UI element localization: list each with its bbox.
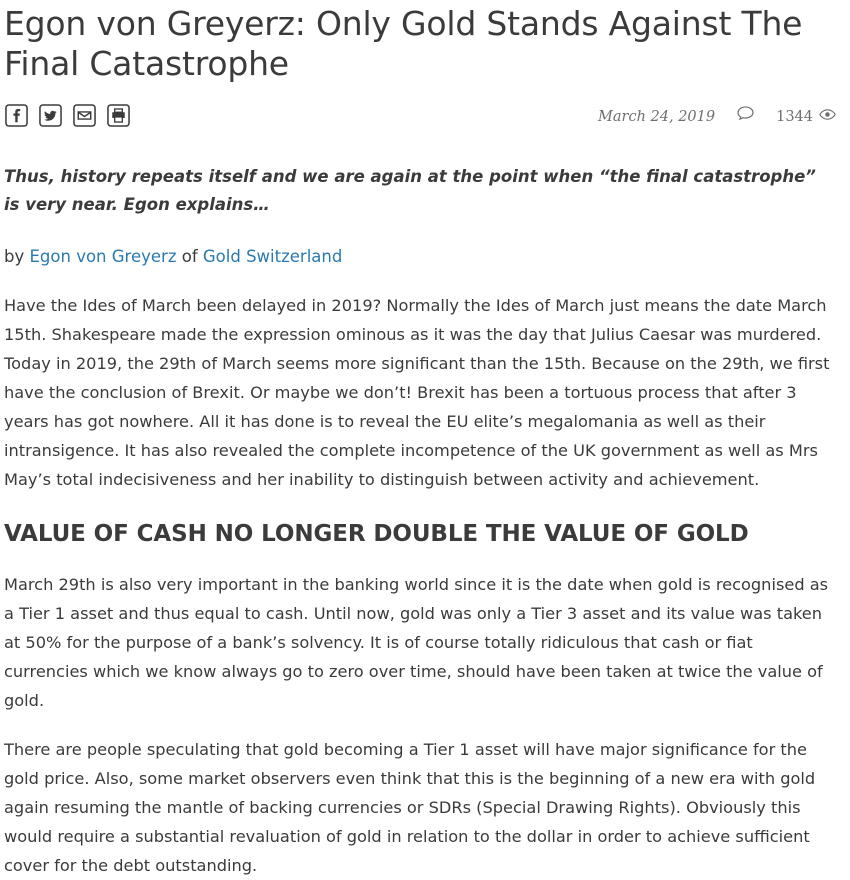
byline-prefix: by — [4, 247, 25, 267]
print-icon[interactable] — [106, 104, 130, 128]
section-heading: VALUE OF CASH NO LONGER DOUBLE THE VALUE OF GOLD — [4, 521, 749, 548]
view-count: 1344 — [776, 108, 813, 125]
email-share-icon[interactable] — [72, 104, 96, 128]
byline-author-link[interactable]: Egon von Greyerz — [29, 247, 177, 267]
article-paragraph-2: March 29th is also very important in the banking world since it is the date when gold is recognised as a Tier 1 asset and thus equal to cash. Until now, gold was only a Tier 3 asset and its value was taken at 50% for the purpose of a bank’s solvency. It is of course totally ridiculous that cash or fiat currencies which we know always go to zero over time, should have been taken at twice the value of gold. — [4, 575, 829, 711]
page-title: Egon von Greyerz: Only Gold Stands Against The Final Catastrophe — [4, 4, 803, 84]
eye-icon — [819, 108, 836, 125]
comment-icon[interactable] — [737, 106, 754, 121]
article-meta-row — [4, 99, 836, 133]
byline-publication-link[interactable]: Gold Switzerland — [202, 247, 343, 267]
twitter-share-icon[interactable] — [38, 104, 62, 128]
article-paragraph-1: Have the Ides of March been delayed in 2019? Normally the Ides of March just means the date March 15th. Shakespeare made the expression ominous as it was the day that Julius Caesar was murdered. Today in 2019, the 29th of March seems more significant than the 15th. Because on the 29th, we first have the conclusion of Brexit. Or maybe we don’t! Brexit has been a tortuous process that after 3 years has got nowhere. All it has done is to reveal the EU elite’s megalomania as well as their intransigence. It has also revealed the complete incompetence of the UK government as well as Mrs May’s total indecisiveness and her inability to distinguish between activity and achievement. — [4, 296, 830, 490]
publish-date: March 24, 2019 — [598, 108, 716, 125]
article-paragraph-3: There are people speculating that gold becoming a Tier 1 asset will have major significance for the gold price. Also, some market observers even think that this is the beginning of a new era with gold again resuming the mantle of backing currencies or SDRs (Special Drawing Rights). Obviously this would require a substantial revaluation of gold in relation to the dollar in order to achieve sufficient cover for the debt outstanding. — [4, 740, 816, 876]
byline-middle: of — [181, 247, 198, 267]
byline — [4, 243, 836, 271]
article-meta-info — [598, 106, 836, 126]
facebook-share-icon[interactable] — [4, 104, 28, 128]
share-toolbar — [4, 104, 130, 128]
article-lede: Thus, history repeats itself and we are again at the point when “the final catastrophe” is very near. Egon explains… — [4, 166, 816, 214]
view-counter — [776, 108, 836, 125]
